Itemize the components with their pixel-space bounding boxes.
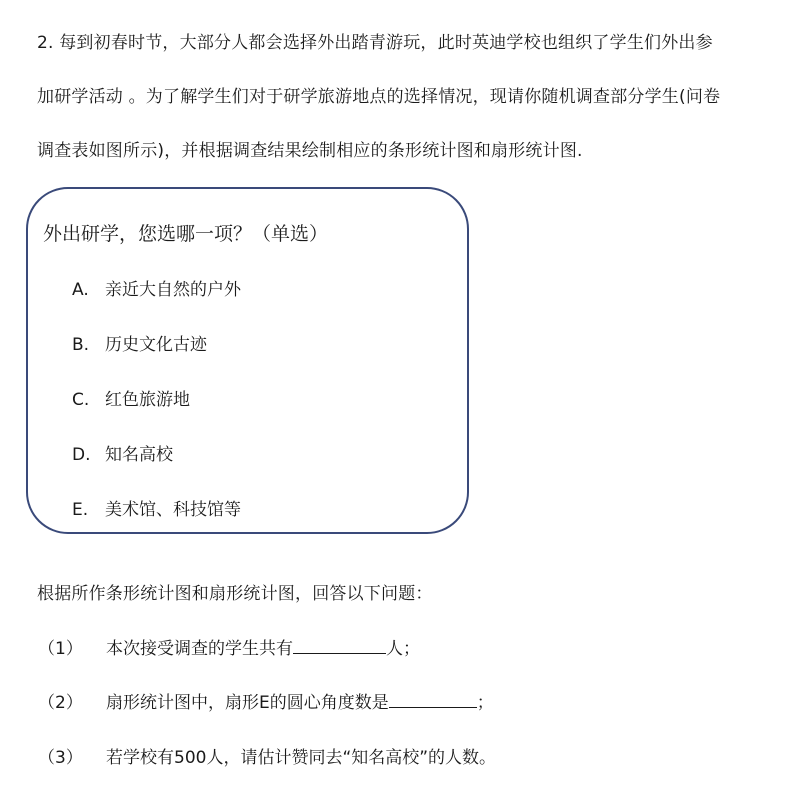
option-letter: A. [72,280,89,300]
question-3 [38,743,496,768]
question-number: （3） [38,748,83,768]
question-text: 若学校有500人，请估计赞同去“知名高校”的人数。 [106,748,497,768]
option-letter: B. [72,335,90,355]
question-text: 扇形统计图中，扇形E的圆心角度数是 [106,693,389,713]
intro-line-3: 调查表如图所示)，并根据调查结果绘制相应的条形统计图和扇形统计图. [37,141,583,161]
question-number: （2） [38,693,83,713]
option-letter: C. [72,390,90,410]
survey-option-b [72,330,207,355]
survey-option-e [72,495,241,520]
option-text: 红色旅游地 [105,390,190,410]
question-1 [38,634,420,659]
question-suffix: 人； [386,639,420,659]
option-text: 知名高校 [105,445,173,465]
question-2 [38,688,494,713]
survey-option-c [72,385,190,410]
survey-option-d [72,440,173,465]
option-text: 亲近大自然的户外 [105,280,241,300]
survey-card [26,187,469,534]
option-text: 美术馆、科技馆等 [105,500,241,520]
question-text: 本次接受调查的学生共有 [106,639,293,659]
option-text: 历史文化古迹 [105,335,207,355]
survey-title: 外出研学，您选哪一项？（单选） [43,223,329,245]
option-letter: E. [72,500,89,520]
question-suffix: ； [476,693,494,713]
option-letter: D. [72,445,91,465]
answer-blank [293,637,386,654]
question-number: （1） [38,639,83,659]
survey-option-a [72,275,241,300]
answer-blank [389,691,477,708]
intro-line-2: 加研学活动 。为了解学生们对于研学旅游地点的选择情况，现请你随机调查部分学生(问卷 [37,87,721,107]
questions-prompt: 根据所作条形统计图和扇形统计图，回答以下问题： [37,584,433,604]
intro-line-1: 2. 每到初春时节，大部分人都会选择外出踏青游玩，此时英迪学校也组织了学生们外出参 [37,33,713,53]
